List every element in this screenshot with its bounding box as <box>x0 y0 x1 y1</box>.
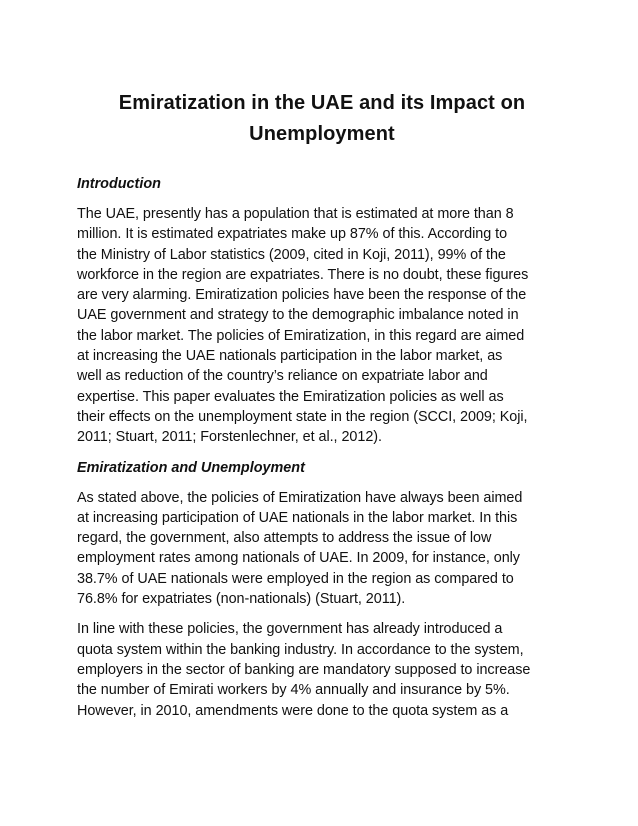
paragraph-line: 76.8% for expatriates (non-nationals) (Stuart, 2011). <box>77 591 406 608</box>
paragraph-line: the number of Emirati workers by 4% annually and insurance by 5%. <box>77 682 510 699</box>
paragraph-line: employers in the sector of banking are mandatory supposed to increase <box>77 661 531 678</box>
paragraph-line: at increasing the UAE nationals participation in the labor market, as <box>77 348 503 365</box>
emiratization-paragraph-1 <box>77 488 567 610</box>
document-title <box>77 88 567 150</box>
paragraph-line: However, in 2010, amendments were done to the quota system as a <box>77 702 509 719</box>
paragraph-line: their effects on the unemployment state in the region (SCCI, 2009; Koji, <box>77 408 528 425</box>
paragraph-line: regard, the government, also attempts to address the issue of low <box>77 530 492 547</box>
title-line: Emiratization in the UAE and its Impact on <box>118 92 526 114</box>
paragraph-line: the labor market. The policies of Emiratization, in this regard are aimed <box>77 327 525 344</box>
paragraph-line: In line with these policies, the government has already introduced a <box>77 621 503 638</box>
emiratization-paragraph-2 <box>77 619 567 720</box>
paragraph-line: million. It is estimated expatriates make up 87% of this. According to <box>77 226 508 243</box>
paragraph-line: are very alarming. Emiratization policies have been the response of the <box>77 287 527 304</box>
paragraph-line: The UAE, presently has a population that is estimated at more than 8 <box>77 206 514 222</box>
paragraph-line: employment rates among nationals of UAE. In 2009, for instance, only <box>77 550 520 567</box>
paragraph-line: As stated above, the policies of Emiratization have always been aimed <box>77 489 523 506</box>
paragraph-line: at increasing participation of UAE nationals in the labor market. In this <box>77 509 518 526</box>
paragraph-line: workforce in the region are expatriates. There is no doubt, these figures <box>77 266 529 283</box>
section-heading-introduction: Introduction <box>77 176 161 192</box>
paragraph-line: 2011; Stuart, 2011; Forstenlechner, et al., 2012). <box>77 429 382 446</box>
paragraph-line: UAE government and strategy to the demographic imbalance noted in <box>77 307 519 324</box>
document-page <box>77 88 567 731</box>
paragraph-line: quota system within the banking industry. In accordance to the system, <box>77 641 524 658</box>
paragraph-line: the Ministry of Labor statistics (2009, cited in Koji, 2011), 99% of the <box>77 246 506 263</box>
paragraph-line: well as reduction of the country’s reliance on expatriate labor and <box>77 368 488 385</box>
section-heading-emiratization-unemployment: Emiratization and Unemployment <box>77 459 305 476</box>
introduction-paragraph <box>77 204 567 448</box>
paragraph-line: expertise. This paper evaluates the Emiratization policies as well as <box>77 388 504 405</box>
paragraph-line: 38.7% of UAE nationals were employed in the region as compared to <box>77 570 514 587</box>
title-line: Unemployment <box>249 123 395 145</box>
